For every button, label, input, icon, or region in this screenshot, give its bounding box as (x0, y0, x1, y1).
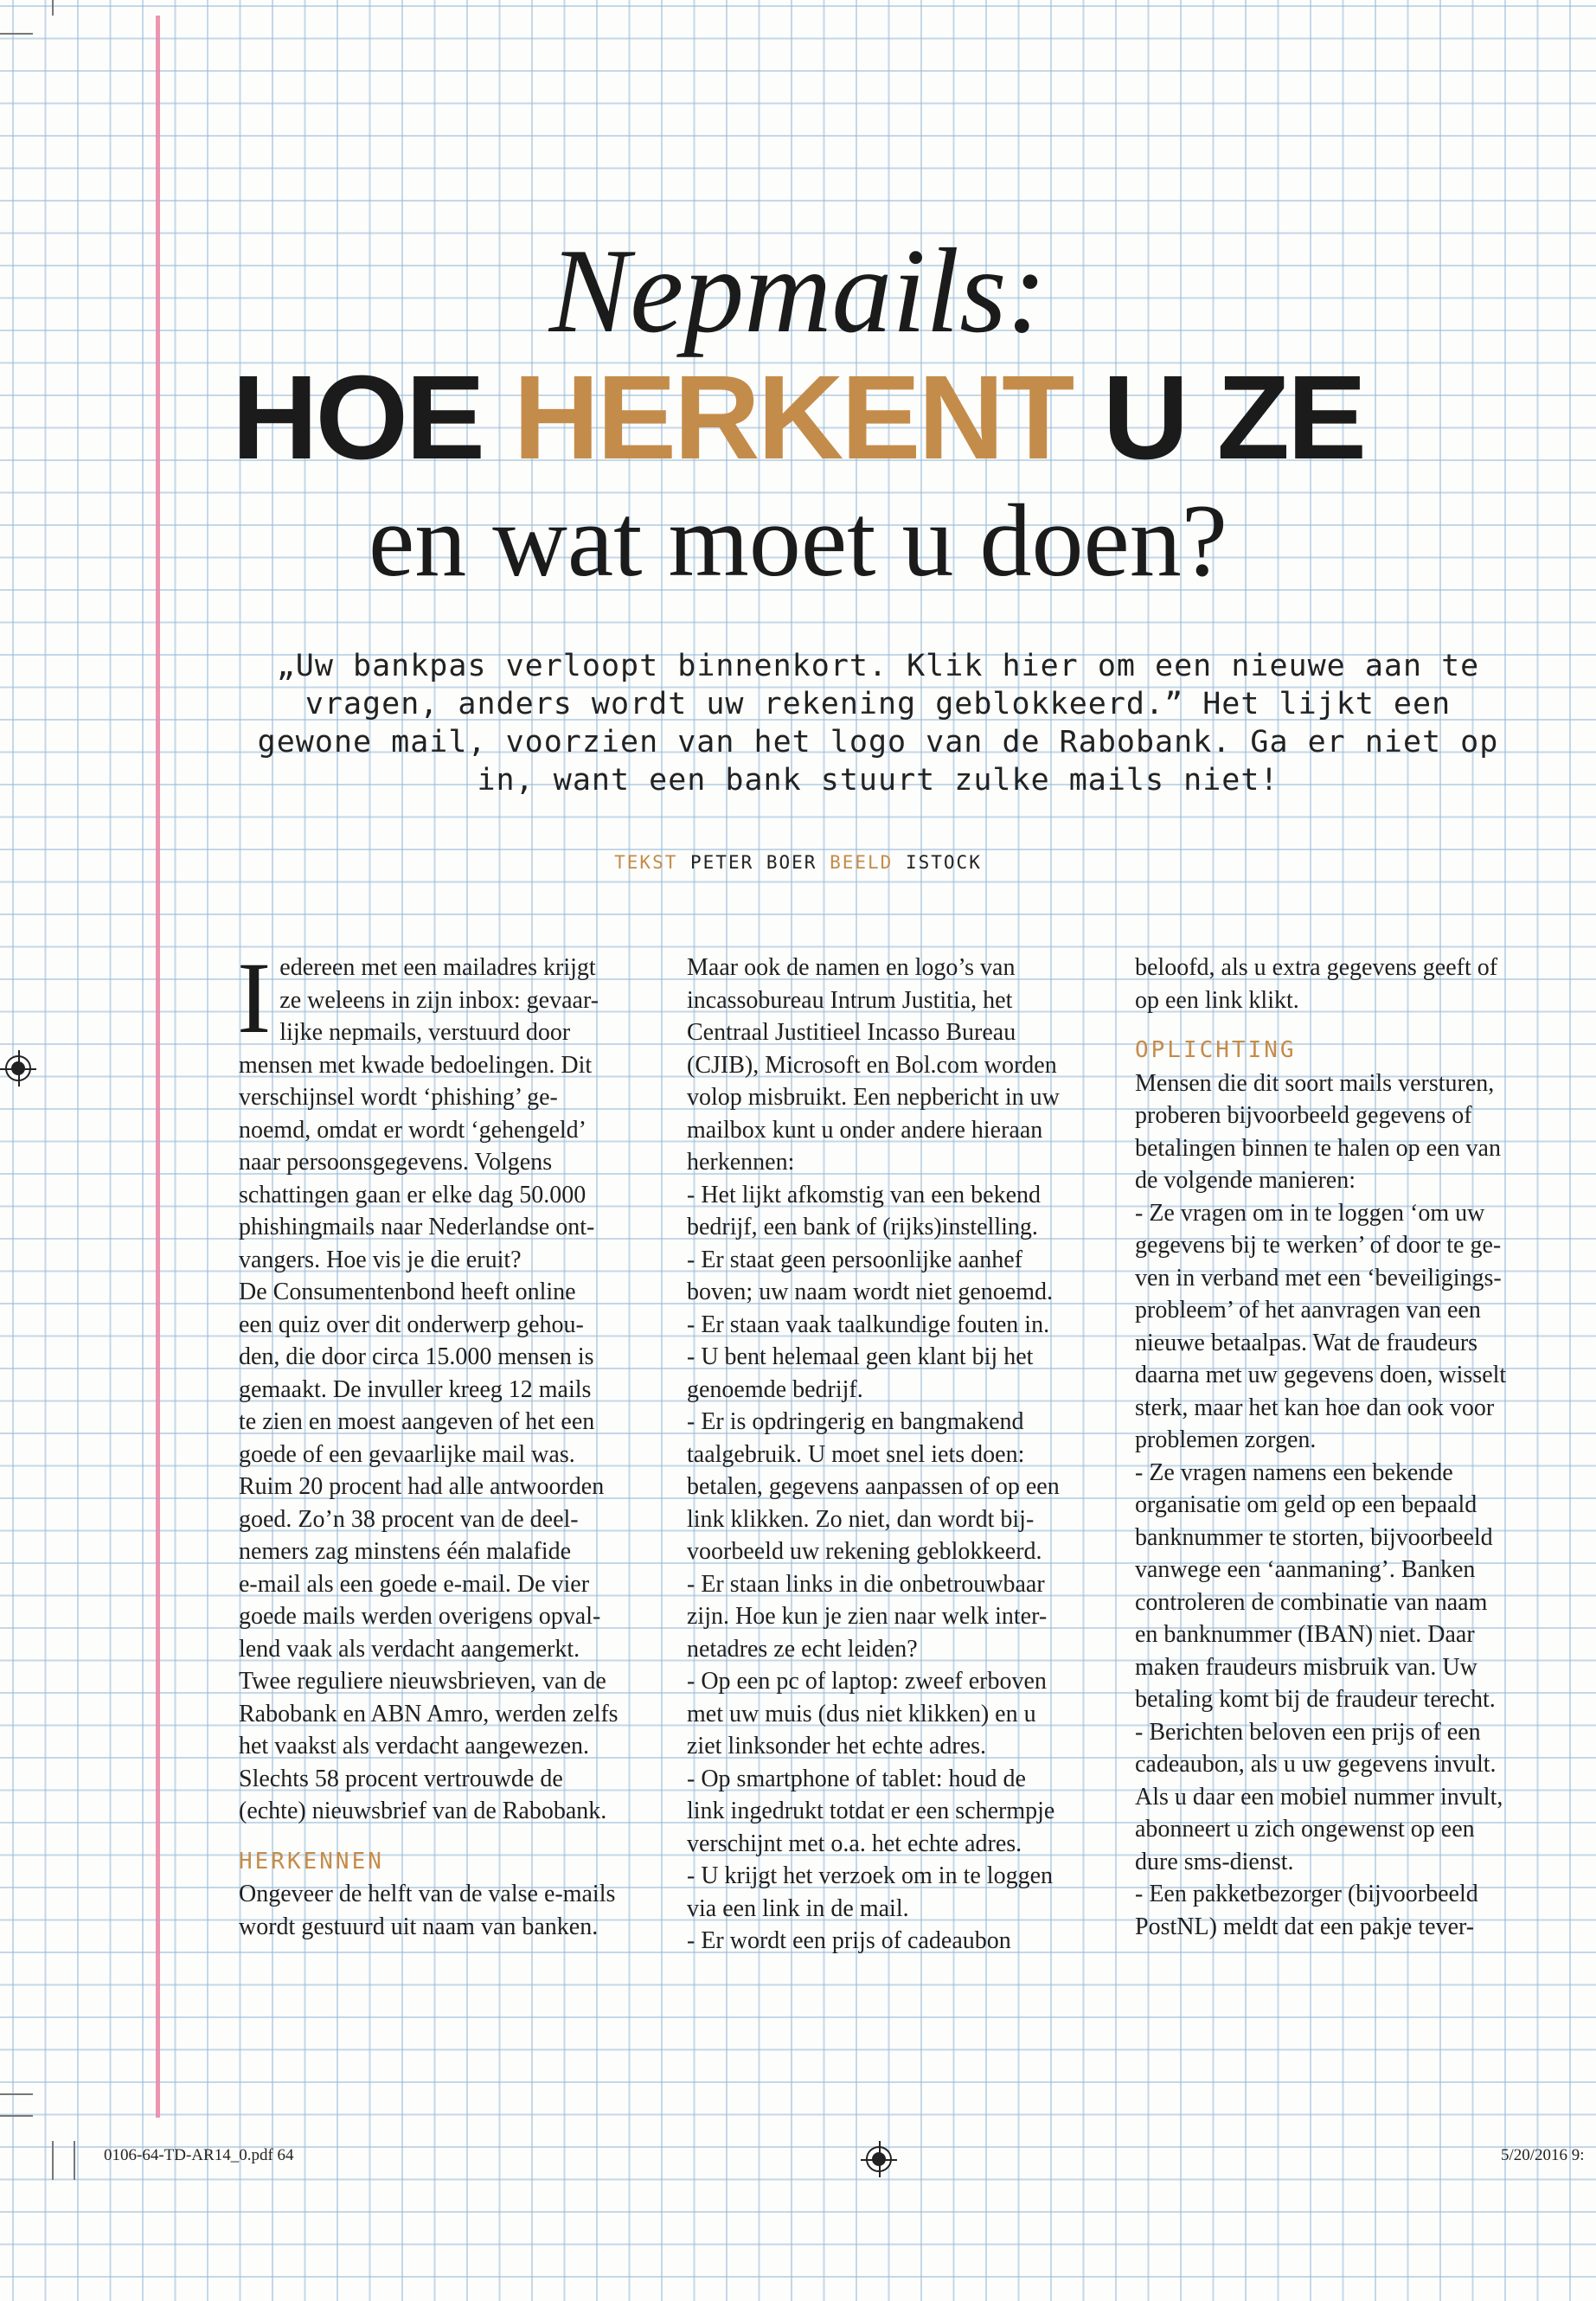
body-line: via een link in de mail. (687, 1894, 909, 1922)
body-line: phishingmails naar Nederlandse ont- (239, 1214, 595, 1240)
body-line: verschijnt met o.a. het echte adres. (687, 1830, 1022, 1857)
body-line: lijke nepmails, verstuurd door (279, 1019, 571, 1046)
body-line: bedrijf, een bank of (rijks)instelling. (687, 1214, 1038, 1240)
body-line: - Op smartphone of tablet: houd de (687, 1765, 1026, 1792)
body-line: naar persoonsgegevens. Volgens (239, 1149, 553, 1176)
body-line: gemaakt. De invuller kreeg 12 mails (239, 1375, 592, 1403)
body-line: - Het lijkt afkomstig van een bekend (687, 1181, 1041, 1208)
body-line: betalen, gegevens aanpassen of op een (687, 1473, 1060, 1500)
intro-paragraph (234, 647, 1522, 799)
body-line: volop misbruikt. Een nepbericht in uw (687, 1084, 1060, 1111)
body-line: den, die door circa 15.000 mensen is (239, 1343, 594, 1370)
body-line: - Berichten beloven een prijs of een (1135, 1718, 1481, 1746)
body-line: - Er is opdringerig en bangmakend (687, 1408, 1024, 1435)
body-line: schattingen gaan er elke dag 50.000 (239, 1181, 586, 1208)
body-line: vanwege een ‘aanmaning’. Banken (1135, 1556, 1476, 1583)
body-line: - U krijgt het verzoek om in te loggen (687, 1862, 1053, 1889)
footer-file-info: 0106-64-TD-AR14_0.pdf 64 (104, 2146, 294, 2164)
body-line: zijn. Hoe kun je zien naar welk inter- (687, 1603, 1048, 1630)
body-line: vangers. Hoe vis je die eruit? (239, 1246, 522, 1273)
crop-mark (52, 0, 54, 16)
body-line: Ongeveer de helft van de valse e-mails (239, 1881, 616, 1907)
registration-mark-icon (866, 2146, 892, 2172)
body-line: link klikken. Zo niet, dan wordt bij- (687, 1505, 1035, 1533)
body-line: een quiz over dit onderwerp gehou- (239, 1311, 584, 1338)
body-line: problemen zorgen. (1135, 1426, 1317, 1453)
body-line: De Consumentenbond heeft online (239, 1279, 576, 1305)
body-line: beloofd, als u extra gegevens geeft of (1135, 954, 1498, 981)
body-line: lend vaak als verdacht aangemerkt. (239, 1635, 580, 1663)
registration-mark-icon (5, 1055, 31, 1081)
drop-cap: I (237, 941, 272, 1054)
body-line: - Ze vragen om in te loggen ‘om uw (1135, 1199, 1485, 1227)
body-line: Mensen die dit soort mails versturen, (1135, 1069, 1495, 1097)
body-line: abonneert u zich ongewenst op een (1135, 1816, 1475, 1843)
body-line: boven; uw naam wordt niet genoemd. (687, 1279, 1054, 1305)
headline-kicker: Nepmails: (548, 224, 1048, 358)
body-line: - Op een pc of laptop: zweef erboven (687, 1668, 1047, 1695)
body-line: mensen met kwade bedoelingen. Dit (239, 1051, 593, 1079)
body-line: Ruim 20 procent had alle antwoorden (239, 1473, 605, 1500)
article-column-2 (687, 952, 1124, 1958)
body-line: de volgende manieren: (1135, 1167, 1356, 1194)
section-heading: OPLICHTING (1135, 1037, 1297, 1063)
body-line: met uw muis (dus niet klikken) en u (687, 1700, 1036, 1727)
headline-main (0, 353, 1596, 483)
body-line: - Ze vragen namens een bekende (1135, 1458, 1453, 1486)
credits-label-text: TEKST (614, 852, 678, 873)
credits-line (0, 852, 1596, 873)
body-line: (CJIB), Microsoft en Bol.com worden (687, 1051, 1057, 1079)
body-line: gegevens bij te werken’ of door te ge- (1135, 1232, 1502, 1259)
body-line: - Er staan links in die onbetrouwbaar (687, 1570, 1045, 1598)
body-line: verschijnsel wordt ‘phishing’ ge- (239, 1084, 558, 1111)
body-line: link ingedrukt totdat er een schermpje (687, 1798, 1055, 1824)
body-line: cadeaubon, als u uw gegevens invult. (1135, 1751, 1497, 1778)
body-line: goede of een gevaarlijke mail was. (239, 1440, 575, 1468)
body-line: op een link klikt. (1135, 986, 1299, 1014)
body-line: banknummer te storten, bijvoorbeeld (1135, 1523, 1493, 1551)
headline-main-post: U ZE (1072, 351, 1365, 484)
body-line: - U bent helemaal geen klant bij het (687, 1343, 1034, 1370)
body-line: - Een pakketbezorger (bijvoorbeeld (1135, 1881, 1478, 1907)
body-line: mailbox kunt u onder andere hieraan (687, 1116, 1043, 1144)
body-line: nieuwe betaalpas. Wat de fraudeurs (1135, 1329, 1478, 1356)
body-line: daarna met uw gegevens doen, wisselt (1135, 1362, 1507, 1388)
body-line: taalgebruik. U moet snel iets doen: (687, 1440, 1025, 1468)
body-line: noemd, omdat er wordt ‘gehengeld’ (239, 1116, 586, 1144)
body-line: organisatie om geld op een bepaald (1135, 1491, 1477, 1518)
body-line: maken fraudeurs misbruik van. Uw (1135, 1653, 1477, 1681)
article-column-1 (237, 941, 676, 1943)
body-line: Centraal Justitieel Incasso Bureau (687, 1019, 1016, 1046)
body-line: PostNL) meldt dat een pakje tever- (1135, 1913, 1475, 1940)
body-line: e-mail als een goede e-mail. De vier (239, 1570, 590, 1598)
body-line: sterk, maar het kan hoe dan ook voor (1135, 1394, 1495, 1421)
crop-mark (0, 2093, 33, 2095)
crop-mark (0, 33, 33, 35)
body-line: dure sms-dienst. (1135, 1848, 1294, 1875)
body-line: te zien en moest aangeven of het een (239, 1408, 595, 1435)
body-line: Twee reguliere nieuwsbrieven, van de (239, 1668, 606, 1695)
intro-line: gewone mail, voorzien van het logo van de Rabobank. Ga er niet op (257, 725, 1499, 760)
intro-line: in, want een bank stuurt zulke mails niet! (477, 763, 1279, 798)
body-line: - Er staan vaak taalkundige fouten in. (687, 1311, 1050, 1338)
body-line: proberen bijvoorbeeld gegevens of (1135, 1102, 1472, 1129)
crop-mark (0, 2115, 33, 2117)
body-line: betaling komt bij de fraudeur terecht. (1135, 1686, 1496, 1713)
body-line: probleem’ of het aanvragen van een (1135, 1297, 1481, 1324)
section-heading: HERKENNEN (239, 1848, 384, 1875)
body-line: wordt gestuurd uit naam van banken. (239, 1913, 599, 1940)
body-line: genoemde bedrijf. (687, 1375, 863, 1403)
body-line: Als u daar een mobiel nummer invult, (1135, 1783, 1503, 1811)
body-line: - Er wordt een prijs of cadeaubon (687, 1927, 1011, 1954)
body-line: - Er staat geen persoonlijke aanhef (687, 1246, 1022, 1273)
body-line: (echte) nieuwsbrief van de Rabobank. (239, 1798, 607, 1824)
body-line: herkennen: (687, 1149, 795, 1176)
body-line: ziet linksonder het echte adres. (687, 1733, 986, 1759)
article-column-3 (1135, 952, 1572, 1943)
footer-date: 5/20/2016 9: (1501, 2146, 1585, 2164)
headline-main-accent: HERKENT (513, 351, 1073, 484)
crop-mark (52, 2141, 54, 2180)
body-line: goede mails werden overigens opval- (239, 1603, 601, 1630)
body-line: Rabobank en ABN Amro, werden zelfs (239, 1700, 619, 1727)
body-line: voorbeeld uw rekening geblokkeerd. (687, 1538, 1042, 1565)
crop-mark (74, 2141, 75, 2180)
headline-subtitle: en wat moet u doen? (369, 483, 1227, 598)
intro-line: vragen, anders wordt uw rekening geblokkeerd.” Het lijkt een (304, 687, 1452, 721)
body-line: nemers zag minstens één malafide (239, 1538, 572, 1565)
body-line: goed. Zo’n 38 procent van de deel- (239, 1505, 579, 1533)
body-line: ven in verband met een ‘beveiligings- (1135, 1264, 1502, 1292)
body-line: controleren de combinatie van naam (1135, 1588, 1488, 1616)
intro-line: „Uw bankpas verloopt binnenkort. Klik hier om een nieuwe aan te (276, 649, 1480, 683)
body-line: ze weleens in zijn inbox: gevaar- (279, 986, 599, 1014)
body-line: Maar ook de namen en logo’s van (687, 954, 1016, 981)
credits-image-source: ISTOCK (905, 852, 982, 873)
body-line: incassobureau Intrum Justitia, het (687, 986, 1013, 1014)
body-line: netadres ze echt leiden? (687, 1635, 918, 1663)
body-line: het vaakst als verdacht aangewezen. (239, 1733, 590, 1759)
credits-label-image: BEELD (830, 852, 894, 873)
body-line: edereen met een mailadres krijgt (279, 954, 596, 981)
body-line: Slechts 58 procent vertrouwde de (239, 1765, 563, 1792)
headline-main-pre: HOE (231, 351, 514, 484)
body-line: betalingen binnen te halen op een van (1135, 1134, 1501, 1162)
body-line: en banknummer (IBAN) niet. Daar (1135, 1621, 1475, 1648)
credits-author: PETER BOER (690, 852, 817, 873)
